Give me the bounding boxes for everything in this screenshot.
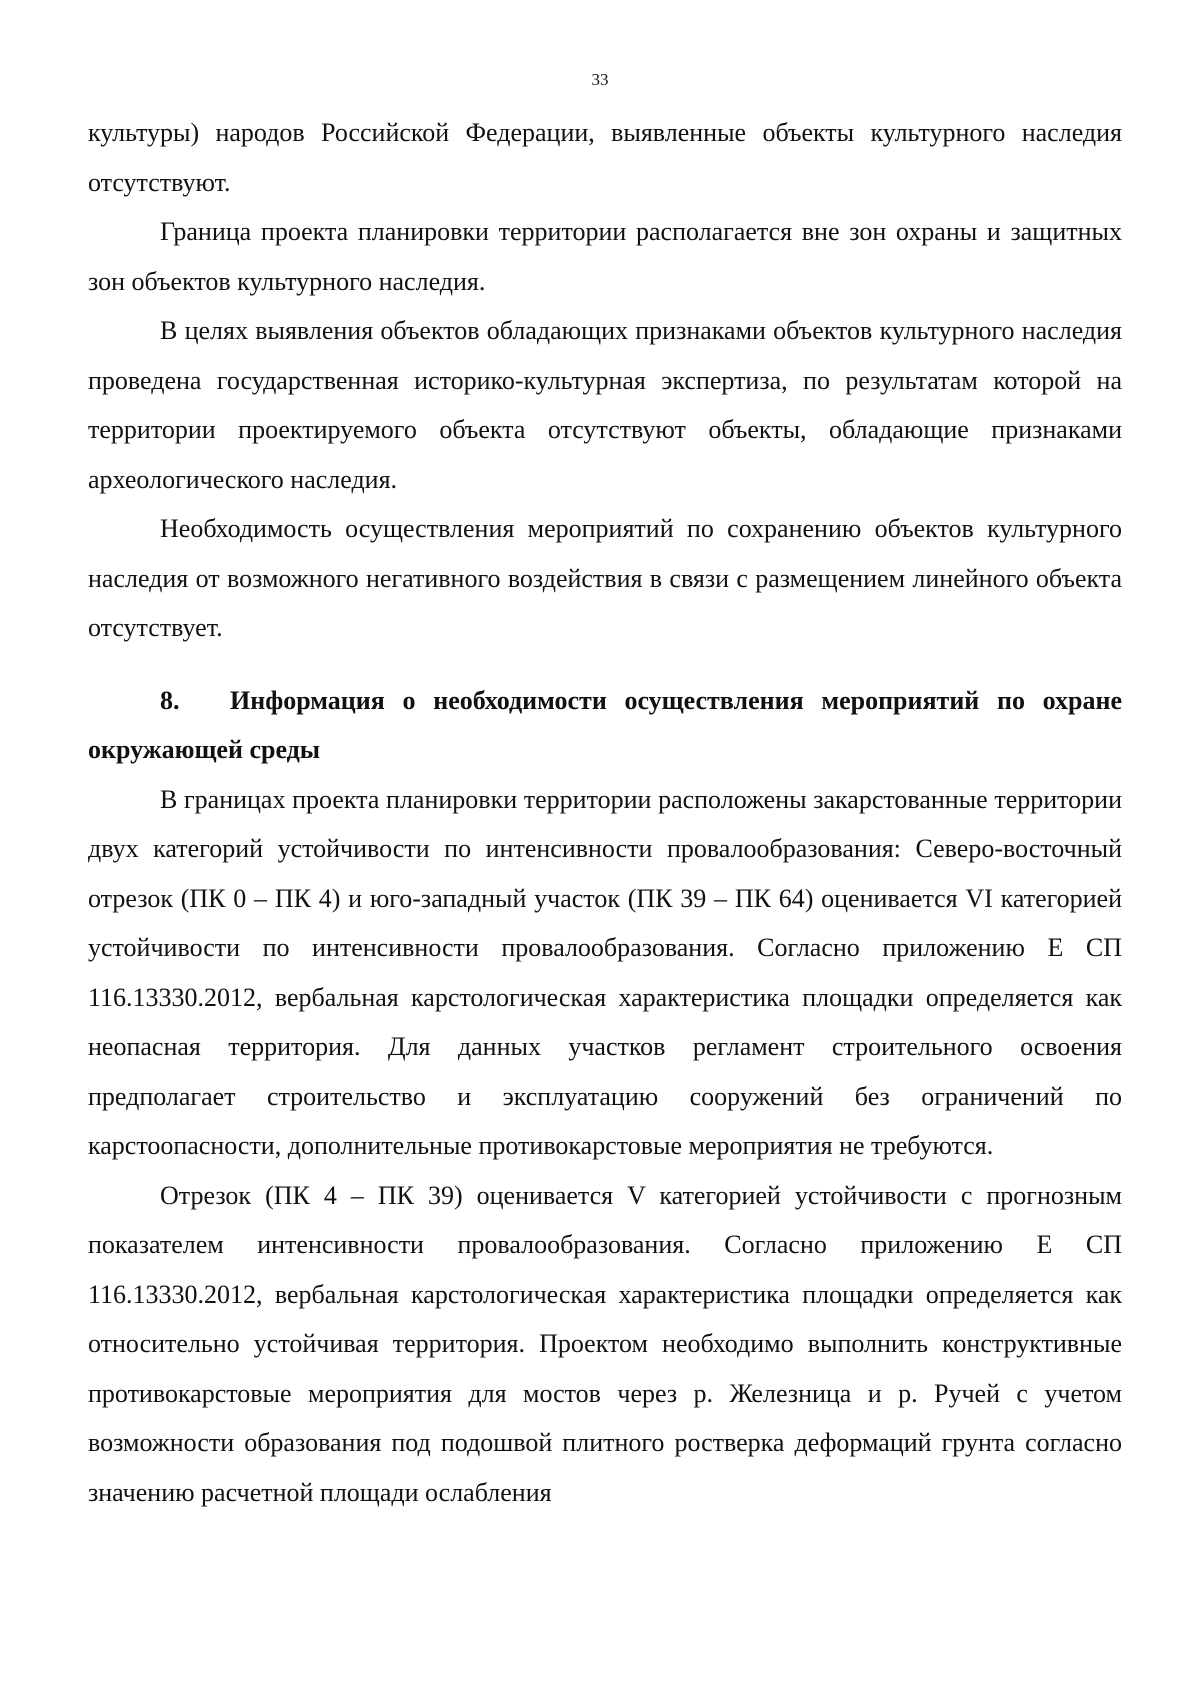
page-number: 33 (591, 70, 609, 89)
section-number: 8. (160, 685, 180, 715)
paragraph-project-boundary: Граница проекта планировки территории располагается вне зон охраны и защитных зон объектов культурного наследия. (88, 217, 1122, 296)
section-heading (88, 676, 1122, 775)
paragraph-cultural-heritage-absent: культуры) народов Российской Федерации, выявленные объекты культурного наследия отсутствуют. (88, 118, 1122, 197)
paragraph-measures-necessity: Необходимость осуществления мероприятий по сохранению объектов культурного наследия от возможного негативного воздействия в связи с размещением линейного объекта отсутствует. (88, 514, 1122, 642)
document-body (88, 108, 1122, 1517)
paragraph-expertise: В целях выявления объектов обладающих признаками объектов культурного наследия проведена государственная историко-культурная экспертиза, по результатам которой на территории проектируемого объекта отсутствуют объекты, обладающие признаками археологического наследия. (88, 316, 1122, 494)
section-title: Информация о необходимости осуществления мероприятий по охране окружающей среды (88, 685, 1122, 764)
paragraph-karst-categories: В границах проекта планировки территории расположены закарстованные территории двух категорий устойчивости по интенсивности провалообразования: Северо-восточный отрезок (ПК 0 – ПК 4) и юго-западный участок (ПК 39 – ПК 64) оценивается VI категорией устойчивости по интенсивности провалообразования. Согласно приложению Е СП 116.13330.2012, вербальная карстологическая характеристика площадки определяется как неопасная территория. Для данных участков регламент строительного освоения предполагает строительство и эксплуатацию сооружений без ограничений по карстоопасности, дополнительные противокарстовые мероприятия не требуются. (88, 784, 1122, 1160)
paragraph-segment-pk4-pk39: Отрезок (ПК 4 – ПК 39) оценивается V категорией устойчивости с прогнозным показателем интенсивности провалообразования. Согласно приложению Е СП 116.13330.2012, вербальная карстологическая характеристика площадки определяется как относительно устойчивая территория. Проектом необходимо выполнить конструктивные противокарстовые мероприятия для мостов через р. Железница и р. Ручей с учетом возможности образования под подошвой плитного ростверка деформаций грунта согласно значению расчетной площади ослабления (88, 1180, 1122, 1507)
